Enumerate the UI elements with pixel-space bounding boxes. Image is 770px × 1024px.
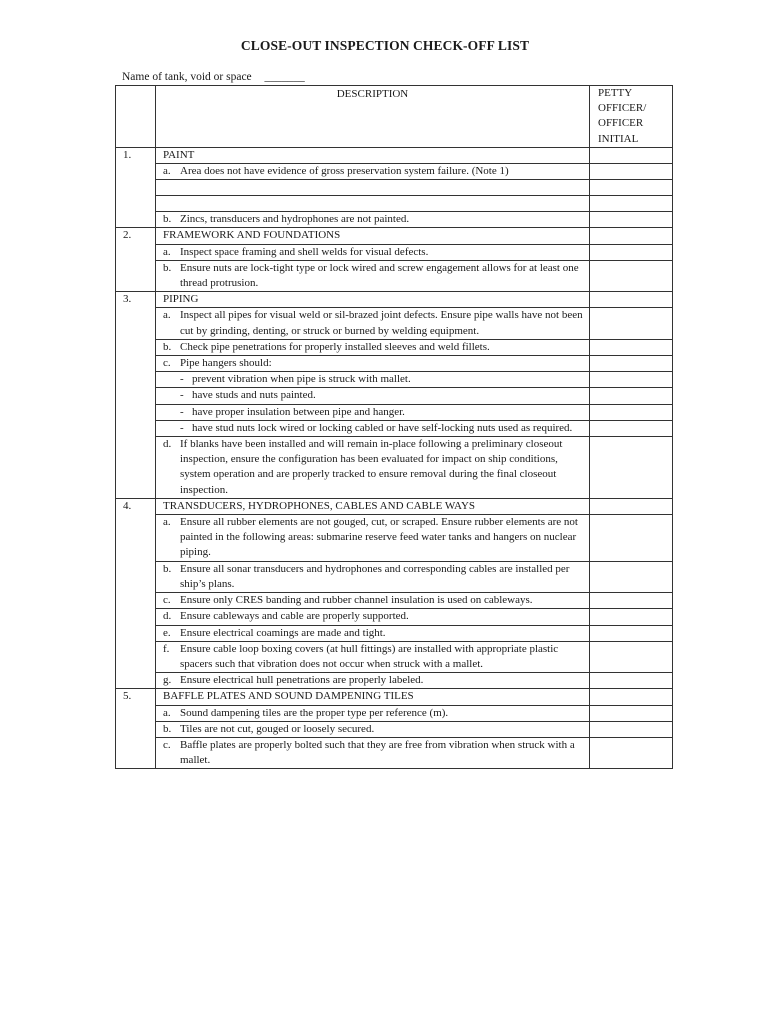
item-text: Inspect space framing and shell welds for visual defects. xyxy=(180,245,429,258)
initial-cell[interactable] xyxy=(590,593,673,609)
section-number: 4. xyxy=(116,498,156,688)
checklist-item xyxy=(156,515,590,562)
subitem-row xyxy=(116,388,673,404)
item-text: Ensure electrical coamings are made and tight. xyxy=(180,626,386,639)
tank-name-label: Name of tank, void or space xyxy=(122,71,252,83)
checklist-subitem xyxy=(156,388,590,404)
item-text: Zincs, transducers and hydrophones are not painted. xyxy=(180,213,410,226)
item-label: c. xyxy=(163,594,171,607)
subitem-dash: - xyxy=(180,405,184,418)
initial-cell[interactable] xyxy=(590,339,673,355)
initial-cell[interactable] xyxy=(590,260,673,291)
section-number: 1. xyxy=(116,147,156,228)
checklist-item xyxy=(156,737,590,768)
checklist-item xyxy=(156,260,590,291)
item-label: a. xyxy=(163,706,171,719)
section-number: 5. xyxy=(116,689,156,769)
item-row xyxy=(116,339,673,355)
initial-cell[interactable] xyxy=(590,673,673,689)
header-initial-line: INITIAL xyxy=(598,132,639,145)
item-label: e. xyxy=(163,626,171,639)
checklist-item xyxy=(156,561,590,592)
checklist-item xyxy=(156,308,590,339)
item-label: a. xyxy=(163,165,171,178)
item-row xyxy=(116,244,673,260)
initial-cell[interactable] xyxy=(590,641,673,672)
section-row xyxy=(116,147,673,163)
item-label: b. xyxy=(163,340,172,353)
subitem-dash: - xyxy=(180,373,184,386)
item-label: g. xyxy=(163,674,172,687)
item-row xyxy=(116,164,673,180)
initial-cell[interactable] xyxy=(590,561,673,592)
item-label: b. xyxy=(163,213,172,226)
checklist-item xyxy=(156,721,590,737)
item-row xyxy=(116,625,673,641)
blank-row xyxy=(116,196,673,212)
subitem-text: have stud nuts lock wired or locking cabled or have self-locking nuts used as required. xyxy=(192,421,573,434)
blank-row xyxy=(116,180,673,196)
initial-cell[interactable] xyxy=(590,420,673,436)
initial-cell[interactable] xyxy=(590,147,673,163)
initial-cell[interactable] xyxy=(590,404,673,420)
item-row xyxy=(116,593,673,609)
item-text: Inspect all pipes for visual weld or sil-brazed joint defects. Ensure pipe walls have not been cut by grinding, denting, or struck or burned by welding equipment. xyxy=(180,309,583,337)
checklist-item xyxy=(156,625,590,641)
blank-cell xyxy=(156,196,590,212)
checklist-item xyxy=(156,244,590,260)
item-row xyxy=(116,609,673,625)
item-label: a. xyxy=(163,245,171,258)
item-text: Ensure nuts are lock-tight type or lock wired and screw engagement allows for at least one thread protrusion. xyxy=(180,261,579,290)
subitem-row xyxy=(116,372,673,388)
header-initial-line: OFFICER xyxy=(598,117,644,130)
header-row xyxy=(116,86,673,148)
item-text: Baffle plates are properly bolted such that they are free from vibration when struck with a mallet. xyxy=(180,738,575,767)
item-text: Pipe hangers should: xyxy=(180,357,272,370)
checklist-subitem xyxy=(156,420,590,436)
initial-cell[interactable] xyxy=(590,609,673,625)
header-initial-line: OFFICER/ xyxy=(598,102,647,115)
item-row xyxy=(116,705,673,721)
checklist-item xyxy=(156,339,590,355)
item-label: b. xyxy=(163,261,172,274)
header-initial-line: PETTY xyxy=(598,87,633,99)
page-title: CLOSE-OUT INSPECTION CHECK-OFF LIST xyxy=(240,38,530,53)
item-text: Ensure only CRES banding and rubber channel insulation is used on cableways. xyxy=(180,594,533,607)
initial-cell[interactable] xyxy=(590,212,673,228)
item-label: b. xyxy=(163,562,172,575)
item-text: Area does not have evidence of gross preservation system failure. (Note 1) xyxy=(180,165,509,178)
item-row xyxy=(116,673,673,689)
item-text: Sound dampening tiles are the proper type per reference (m). xyxy=(180,706,449,719)
item-label: a. xyxy=(163,516,171,529)
section-row xyxy=(116,689,673,705)
tank-name-blank[interactable]: _______ xyxy=(264,71,305,83)
header-initial xyxy=(590,86,673,148)
initial-cell[interactable] xyxy=(590,437,673,499)
checklist-subitem xyxy=(156,404,590,420)
initial-cell[interactable] xyxy=(590,308,673,339)
checklist-item xyxy=(156,705,590,721)
section-row xyxy=(116,228,673,244)
initial-cell[interactable] xyxy=(590,721,673,737)
section-title: BAFFLE PLATES AND SOUND DAMPENING TILES xyxy=(156,689,590,705)
item-text: Check pipe penetrations for properly installed sleeves and weld fillets. xyxy=(180,340,490,353)
subitem-row xyxy=(116,404,673,420)
item-row xyxy=(116,356,673,372)
tank-name-line xyxy=(122,71,305,83)
initial-cell[interactable] xyxy=(590,737,673,768)
item-text: Ensure cable loop boxing covers (at hull fittings) are installed with appropriate plastic spacers such that vibration does not occur when struck with a mallet. xyxy=(180,642,559,670)
item-row xyxy=(116,561,673,592)
item-row xyxy=(116,515,673,562)
item-text: If blanks have been installed and will remain in-place following a preliminary closeout inspection, ensure the configuration has been evaluated for impact on ship conditions, system operation and are properly tracked to ensure removal during the final closeout inspection. xyxy=(180,438,563,496)
initial-cell[interactable] xyxy=(590,164,673,180)
section-title: PIPING xyxy=(156,292,590,308)
item-row xyxy=(116,212,673,228)
item-label: c. xyxy=(163,738,171,751)
item-text: Ensure all rubber elements are not gouged, cut, or scraped. Ensure rubber elements are not painted in the following areas: submarine reserve feed water tanks and hangers on nuclear piping. xyxy=(180,516,578,559)
initial-cell[interactable] xyxy=(590,292,673,308)
initial-cell[interactable] xyxy=(590,625,673,641)
section-number: 2. xyxy=(116,228,156,292)
item-text: Tiles are not cut, gouged or loosely secured. xyxy=(180,722,375,735)
initial-cell[interactable] xyxy=(590,372,673,388)
item-text: Ensure all sonar transducers and hydrophones and corresponding cables are installed per ship’s plans. xyxy=(180,562,570,590)
checklist-item xyxy=(156,673,590,689)
initial-cell[interactable] xyxy=(590,705,673,721)
item-label: c. xyxy=(163,357,171,370)
checklist-item xyxy=(156,641,590,672)
item-label: d. xyxy=(163,610,172,623)
section-title: PAINT xyxy=(156,147,590,163)
subitem-dash: - xyxy=(180,421,184,434)
item-label: d. xyxy=(163,438,172,451)
item-label: f. xyxy=(163,642,170,655)
item-row xyxy=(116,737,673,768)
checklist-item xyxy=(156,609,590,625)
item-row xyxy=(116,721,673,737)
checklist-item xyxy=(156,437,590,499)
subitem-text: have studs and nuts painted. xyxy=(192,389,316,402)
item-row xyxy=(116,308,673,339)
item-text: Ensure electrical hull penetrations are properly labeled. xyxy=(180,674,424,687)
subitem-row xyxy=(116,420,673,436)
item-label: a. xyxy=(163,309,171,322)
item-row xyxy=(116,260,673,291)
initial-cell[interactable] xyxy=(590,689,673,705)
subitem-text: prevent vibration when pipe is struck with mallet. xyxy=(192,373,411,386)
section-number: 3. xyxy=(116,292,156,499)
initial-cell[interactable] xyxy=(590,228,673,244)
item-row xyxy=(116,641,673,672)
initial-cell[interactable] xyxy=(590,244,673,260)
subitem-text: have proper insulation between pipe and hanger. xyxy=(192,405,405,418)
section-row xyxy=(116,292,673,308)
checklist-subitem xyxy=(156,372,590,388)
initial-cell[interactable] xyxy=(590,356,673,372)
initial-cell[interactable] xyxy=(590,180,673,196)
subitem-dash: - xyxy=(180,389,184,402)
section-title: FRAMEWORK AND FOUNDATIONS xyxy=(156,228,590,244)
checklist-item xyxy=(156,164,590,180)
item-row xyxy=(116,437,673,499)
initial-cell[interactable] xyxy=(590,388,673,404)
header-num-cell xyxy=(116,86,156,148)
item-text: Ensure cableways and cable are properly supported. xyxy=(180,610,409,623)
blank-cell xyxy=(156,180,590,196)
initial-cell[interactable] xyxy=(590,196,673,212)
section-row xyxy=(116,498,673,514)
checklist-table xyxy=(115,85,673,769)
initial-cell[interactable] xyxy=(590,498,673,514)
section-title: TRANSDUCERS, HYDROPHONES, CABLES AND CABLE WAYS xyxy=(156,498,590,514)
checklist-item xyxy=(156,212,590,228)
checklist-item xyxy=(156,356,590,372)
checklist-item xyxy=(156,593,590,609)
initial-cell[interactable] xyxy=(590,515,673,562)
item-label: b. xyxy=(163,722,172,735)
header-description: DESCRIPTION xyxy=(156,86,590,148)
